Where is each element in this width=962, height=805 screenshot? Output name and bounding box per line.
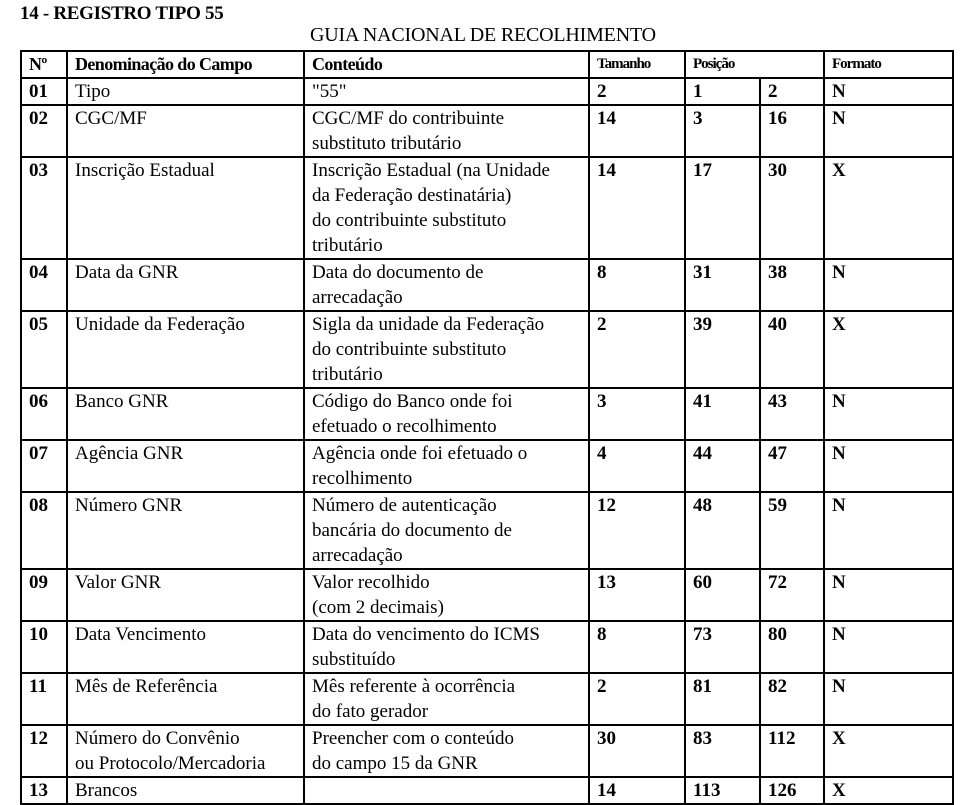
field-content-cell bbox=[304, 311, 589, 388]
field-size: 14 bbox=[597, 108, 616, 129]
position-start-cell bbox=[685, 621, 760, 673]
position-start: 81 bbox=[693, 676, 712, 697]
table-row bbox=[21, 259, 953, 311]
table-row bbox=[21, 157, 953, 259]
position-end-cell bbox=[760, 621, 824, 673]
field-size: 8 bbox=[597, 624, 607, 645]
column-header-tamanho: Tamanho bbox=[589, 51, 685, 78]
row-number-cell bbox=[21, 259, 67, 311]
field-format: N bbox=[832, 495, 846, 516]
field-name-cell bbox=[67, 259, 304, 311]
row-number: 13 bbox=[29, 780, 48, 801]
field-name-line: Data Vencimento bbox=[75, 624, 207, 645]
field-content-line: efetuado o recolhimento bbox=[312, 416, 497, 437]
position-start-cell bbox=[685, 388, 760, 440]
record-layout-table bbox=[20, 50, 954, 805]
position-end-cell bbox=[760, 388, 824, 440]
field-name-line: Banco GNR bbox=[75, 391, 169, 412]
field-name-line: Tipo bbox=[75, 81, 111, 102]
field-content-line: substituto tributário bbox=[312, 133, 462, 154]
field-size-cell bbox=[589, 440, 685, 492]
table-header-row bbox=[21, 51, 953, 78]
field-content-line: Código do Banco onde foi bbox=[312, 391, 513, 412]
field-format-cell bbox=[824, 492, 953, 569]
position-end-cell bbox=[760, 492, 824, 569]
field-content-line: do contribuinte substituto bbox=[312, 339, 507, 360]
position-start-cell bbox=[685, 105, 760, 157]
field-size-cell bbox=[589, 311, 685, 388]
row-number-cell bbox=[21, 621, 67, 673]
field-name-line: Número do Convênio bbox=[75, 728, 240, 749]
field-name-line: Agência GNR bbox=[75, 443, 184, 464]
field-content-cell bbox=[304, 777, 589, 804]
position-start: 39 bbox=[693, 314, 712, 335]
row-number-cell bbox=[21, 78, 67, 105]
table-body bbox=[21, 78, 953, 804]
field-name-cell bbox=[67, 440, 304, 492]
field-content-cell bbox=[304, 157, 589, 259]
position-end: 2 bbox=[768, 81, 778, 102]
column-header-posicao: Posição bbox=[685, 51, 824, 78]
field-name-cell bbox=[67, 492, 304, 569]
field-format-cell bbox=[824, 440, 953, 492]
column-header-denominacao: Denominação do Campo bbox=[67, 51, 304, 78]
field-format-cell bbox=[824, 569, 953, 621]
row-number-cell bbox=[21, 673, 67, 725]
field-size: 2 bbox=[597, 314, 607, 335]
position-start: 73 bbox=[693, 624, 712, 645]
field-name-cell bbox=[67, 105, 304, 157]
field-content-line: substituído bbox=[312, 649, 396, 670]
field-content-line: Agência onde foi efetuado o bbox=[312, 443, 528, 464]
position-start-cell bbox=[685, 777, 760, 804]
table-row bbox=[21, 569, 953, 621]
table-row bbox=[21, 777, 953, 804]
field-name-line: Brancos bbox=[75, 780, 138, 801]
position-end-cell bbox=[760, 259, 824, 311]
field-format: N bbox=[832, 443, 846, 464]
field-name-line: Valor GNR bbox=[75, 572, 162, 593]
row-number: 02 bbox=[29, 108, 48, 129]
position-start: 83 bbox=[693, 728, 712, 749]
field-content-line: Número de autenticação bbox=[312, 495, 497, 516]
field-content-cell bbox=[304, 440, 589, 492]
field-name-cell bbox=[67, 777, 304, 804]
position-end: 72 bbox=[768, 572, 787, 593]
row-number-cell bbox=[21, 388, 67, 440]
field-name-cell bbox=[67, 569, 304, 621]
row-number-cell bbox=[21, 311, 67, 388]
table-row bbox=[21, 725, 953, 777]
field-content-cell bbox=[304, 569, 589, 621]
field-format-cell bbox=[824, 259, 953, 311]
section-heading: 14 - REGISTRO TIPO 55 bbox=[20, 3, 224, 24]
position-start: 3 bbox=[693, 108, 703, 129]
field-format: X bbox=[832, 780, 846, 801]
position-end-cell bbox=[760, 777, 824, 804]
column-header-conteudo: Conteúdo bbox=[304, 51, 589, 78]
table-row bbox=[21, 78, 953, 105]
field-content-line: tributário bbox=[312, 364, 383, 385]
field-content-line: Preencher com o conteúdo bbox=[312, 728, 515, 749]
field-size: 2 bbox=[597, 676, 607, 697]
field-name-cell bbox=[67, 673, 304, 725]
row-number: 11 bbox=[29, 676, 47, 697]
row-number-cell bbox=[21, 440, 67, 492]
table-row bbox=[21, 673, 953, 725]
field-content-line: Inscrição Estadual (na Unidade bbox=[312, 160, 550, 181]
field-content-line: Sigla da unidade da Federação bbox=[312, 314, 545, 335]
field-name-line: Data da GNR bbox=[75, 262, 179, 283]
field-size-cell bbox=[589, 673, 685, 725]
field-content-line: do fato gerador bbox=[312, 701, 429, 722]
position-start-cell bbox=[685, 492, 760, 569]
position-start: 1 bbox=[693, 81, 703, 102]
field-name-line: Inscrição Estadual bbox=[75, 160, 215, 181]
field-format-cell bbox=[824, 311, 953, 388]
field-format: N bbox=[832, 624, 846, 645]
position-start-cell bbox=[685, 673, 760, 725]
column-header-numero: Nº bbox=[21, 51, 67, 78]
position-end-cell bbox=[760, 569, 824, 621]
field-format-cell bbox=[824, 78, 953, 105]
field-content-line: Data do documento de bbox=[312, 262, 484, 283]
field-format-cell bbox=[824, 673, 953, 725]
field-content-line: Mês referente à ocorrência bbox=[312, 676, 516, 697]
position-start: 60 bbox=[693, 572, 712, 593]
position-start: 17 bbox=[693, 160, 712, 181]
field-size-cell bbox=[589, 492, 685, 569]
field-name-cell bbox=[67, 621, 304, 673]
position-start-cell bbox=[685, 725, 760, 777]
position-end-cell bbox=[760, 673, 824, 725]
position-end-cell bbox=[760, 78, 824, 105]
field-name-line: Número GNR bbox=[75, 495, 183, 516]
position-end-cell bbox=[760, 105, 824, 157]
field-content-line: "55" bbox=[312, 81, 347, 102]
position-start-cell bbox=[685, 440, 760, 492]
field-format-cell bbox=[824, 105, 953, 157]
row-number: 05 bbox=[29, 314, 48, 335]
table-row bbox=[21, 388, 953, 440]
table-row bbox=[21, 492, 953, 569]
field-format: N bbox=[832, 391, 846, 412]
position-end: 38 bbox=[768, 262, 787, 283]
field-name-line: ou Protocolo/Mercadoria bbox=[75, 753, 266, 774]
position-start-cell bbox=[685, 259, 760, 311]
field-content-cell bbox=[304, 105, 589, 157]
position-end-cell bbox=[760, 725, 824, 777]
field-format-cell bbox=[824, 621, 953, 673]
position-end: 82 bbox=[768, 676, 787, 697]
field-content-line: tributário bbox=[312, 235, 383, 256]
document-title: GUIA NACIONAL DE RECOLHIMENTO bbox=[310, 24, 656, 46]
field-content-line: do campo 15 da GNR bbox=[312, 753, 478, 774]
position-end: 43 bbox=[768, 391, 787, 412]
field-format-cell bbox=[824, 725, 953, 777]
position-end-cell bbox=[760, 440, 824, 492]
field-content-line: recolhimento bbox=[312, 468, 413, 489]
position-start: 41 bbox=[693, 391, 712, 412]
field-name-cell bbox=[67, 157, 304, 259]
field-content-line: do contribuinte substituto bbox=[312, 210, 507, 231]
position-end: 40 bbox=[768, 314, 787, 335]
position-start-cell bbox=[685, 78, 760, 105]
field-size: 14 bbox=[597, 780, 616, 801]
field-format-cell bbox=[824, 388, 953, 440]
field-content-cell bbox=[304, 388, 589, 440]
field-size-cell bbox=[589, 777, 685, 804]
field-format: N bbox=[832, 81, 846, 102]
field-size-cell bbox=[589, 157, 685, 259]
row-number: 03 bbox=[29, 160, 48, 181]
field-size: 14 bbox=[597, 160, 616, 181]
row-number: 07 bbox=[29, 443, 48, 464]
position-end: 126 bbox=[768, 780, 797, 801]
field-name-line: Mês de Referência bbox=[75, 676, 218, 697]
row-number: 01 bbox=[29, 81, 48, 102]
field-content-cell bbox=[304, 492, 589, 569]
field-content-cell bbox=[304, 725, 589, 777]
field-size: 12 bbox=[597, 495, 616, 516]
field-size: 4 bbox=[597, 443, 607, 464]
field-size-cell bbox=[589, 78, 685, 105]
field-size-cell bbox=[589, 569, 685, 621]
field-content-cell bbox=[304, 259, 589, 311]
position-end: 59 bbox=[768, 495, 787, 516]
position-start-cell bbox=[685, 569, 760, 621]
field-format: N bbox=[832, 572, 846, 593]
field-content-line: CGC/MF do contribuinte bbox=[312, 108, 505, 129]
field-content-line: Data do vencimento do ICMS bbox=[312, 624, 540, 645]
field-name-line: Unidade da Federação bbox=[75, 314, 245, 335]
field-format-cell bbox=[824, 157, 953, 259]
field-size: 3 bbox=[597, 391, 607, 412]
row-number: 08 bbox=[29, 495, 48, 516]
row-number-cell bbox=[21, 569, 67, 621]
field-content-line: bancária do documento de bbox=[312, 520, 512, 541]
row-number-cell bbox=[21, 492, 67, 569]
column-header-formato: Formato bbox=[824, 51, 953, 78]
position-start: 48 bbox=[693, 495, 712, 516]
field-content-cell bbox=[304, 78, 589, 105]
row-number-cell bbox=[21, 157, 67, 259]
field-size: 30 bbox=[597, 728, 616, 749]
field-content-cell bbox=[304, 621, 589, 673]
position-start-cell bbox=[685, 311, 760, 388]
field-content-line: arrecadação bbox=[312, 545, 403, 566]
row-number: 06 bbox=[29, 391, 48, 412]
row-number: 04 bbox=[29, 262, 48, 283]
position-end-cell bbox=[760, 311, 824, 388]
position-end: 47 bbox=[768, 443, 787, 464]
field-content-line: da Federação destinatária) bbox=[312, 185, 512, 206]
field-size-cell bbox=[589, 388, 685, 440]
field-content-line: arrecadação bbox=[312, 287, 403, 308]
field-size-cell bbox=[589, 105, 685, 157]
table-row bbox=[21, 105, 953, 157]
table-row bbox=[21, 621, 953, 673]
field-name-line: CGC/MF bbox=[75, 108, 147, 129]
field-size: 2 bbox=[597, 81, 607, 102]
position-start: 31 bbox=[693, 262, 712, 283]
field-size: 8 bbox=[597, 262, 607, 283]
field-content-line: Valor recolhido bbox=[312, 572, 430, 593]
field-format: N bbox=[832, 108, 846, 129]
field-format: X bbox=[832, 314, 846, 335]
row-number: 12 bbox=[29, 728, 48, 749]
position-start: 44 bbox=[693, 443, 712, 464]
field-size-cell bbox=[589, 621, 685, 673]
position-start: 113 bbox=[693, 780, 721, 801]
position-end-cell bbox=[760, 157, 824, 259]
field-format-cell bbox=[824, 777, 953, 804]
field-size: 13 bbox=[597, 572, 616, 593]
field-format: X bbox=[832, 728, 846, 749]
field-format: N bbox=[832, 676, 846, 697]
field-name-cell bbox=[67, 78, 304, 105]
position-end: 16 bbox=[768, 108, 787, 129]
field-name-cell bbox=[67, 388, 304, 440]
field-content-line: (com 2 decimais) bbox=[312, 597, 444, 618]
field-size-cell bbox=[589, 725, 685, 777]
row-number: 10 bbox=[29, 624, 48, 645]
table-row bbox=[21, 440, 953, 492]
row-number-cell bbox=[21, 725, 67, 777]
row-number-cell bbox=[21, 105, 67, 157]
field-name-cell bbox=[67, 311, 304, 388]
field-size-cell bbox=[589, 259, 685, 311]
row-number-cell bbox=[21, 777, 67, 804]
field-format: N bbox=[832, 262, 846, 283]
position-end: 112 bbox=[768, 728, 796, 749]
position-end: 30 bbox=[768, 160, 787, 181]
position-end: 80 bbox=[768, 624, 787, 645]
field-content-cell bbox=[304, 673, 589, 725]
row-number: 09 bbox=[29, 572, 48, 593]
field-format: X bbox=[832, 160, 846, 181]
position-start-cell bbox=[685, 157, 760, 259]
table-row bbox=[21, 311, 953, 388]
field-name-cell bbox=[67, 725, 304, 777]
